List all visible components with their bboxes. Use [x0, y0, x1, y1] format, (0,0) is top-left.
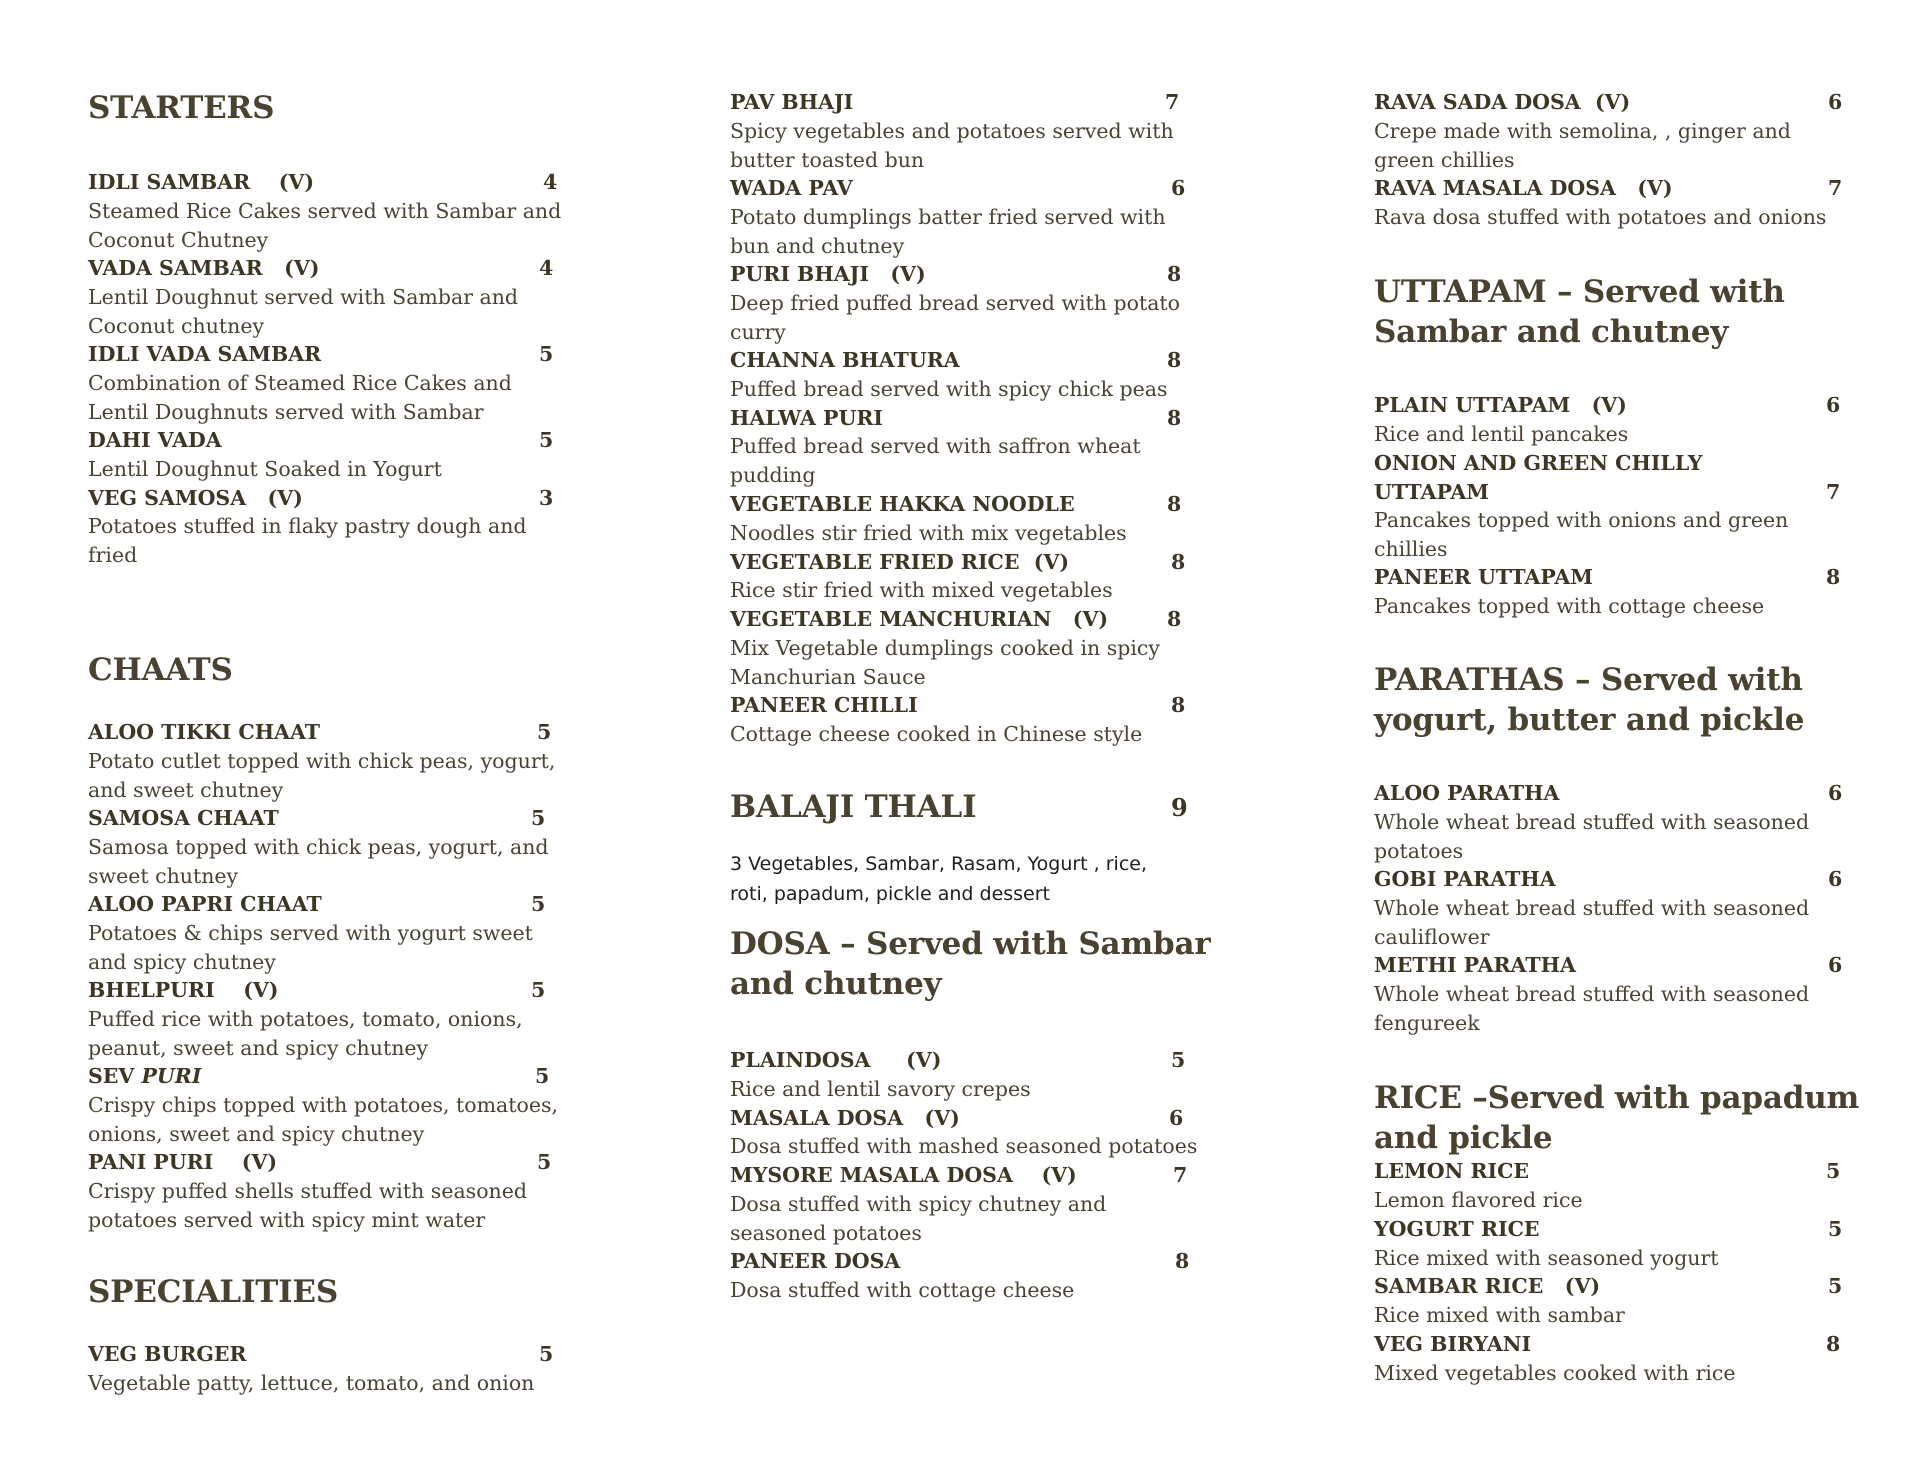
- item-price: 5: [1828, 1217, 1843, 1241]
- item-price: 5: [531, 978, 546, 1002]
- item-price: 7: [1173, 1163, 1188, 1187]
- item-description: Rice stir fried with mixed vegetables: [730, 578, 1113, 602]
- item-name: SAMOSA CHAAT: [88, 806, 279, 830]
- item-name: VEG BIRYANI: [1374, 1332, 1532, 1356]
- item-description: Spicy vegetables and potatoes served with butter toasted bun: [730, 119, 1174, 172]
- item-price: 8: [1175, 1249, 1190, 1273]
- item-description: Rice mixed with sambar: [1374, 1303, 1625, 1327]
- item-price: 8: [1167, 262, 1182, 286]
- item-description: Rice and lentil savory crepes: [730, 1077, 1031, 1101]
- item-description: Mixed vegetables cooked with rice: [1374, 1361, 1736, 1385]
- item-name: VEG SAMOSA (V): [88, 486, 303, 510]
- item-name: IDLI VADA SAMBAR: [88, 342, 322, 366]
- item-name: PURI BHAJI (V): [730, 262, 926, 286]
- item-name: METHI PARATHA: [1374, 953, 1576, 977]
- item-price: 5: [531, 892, 546, 916]
- item-name: ALOO PAPRI CHAAT: [88, 892, 322, 916]
- item-price: 6: [1171, 176, 1186, 200]
- item-description: Potato cutlet topped with chick peas, yogurt, and sweet chutney: [88, 749, 556, 802]
- item-description: Rice and lentil pancakes: [1374, 422, 1629, 446]
- item-name: [88, 1062, 201, 1090]
- item-description: Crispy puffed shells stuffed with seasoned potatoes served with spicy mint water: [88, 1179, 527, 1232]
- item-price: 3: [539, 486, 554, 510]
- item-name-prefix: SEV: [88, 1064, 142, 1088]
- item-name-italic: PURI: [141, 1064, 202, 1088]
- item-description: Cottage cheese cooked in Chinese style: [730, 722, 1143, 746]
- item-name: MASALA DOSA (V): [730, 1106, 960, 1130]
- item-description: Deep fried puffed bread served with potato curry: [730, 291, 1180, 344]
- item-price: 8: [1826, 565, 1841, 589]
- item-price: 4: [543, 170, 558, 194]
- item-description: Lentil Doughnut served with Sambar and Coconut chutney: [88, 285, 519, 338]
- item-name: DAHI VADA: [88, 428, 222, 452]
- item-description: Steamed Rice Cakes served with Sambar and Coconut Chutney: [88, 199, 562, 252]
- item-description: Puffed bread served with spicy chick peas: [730, 377, 1168, 401]
- item-name: LEMON RICE: [1374, 1159, 1530, 1183]
- item-price: 8: [1167, 348, 1182, 372]
- item-description: Potato dumplings batter fried served with bun and chutney: [730, 205, 1166, 258]
- item-description: Potatoes stuffed in flaky pastry dough and fried: [88, 514, 527, 567]
- section-title-dosa: DOSA – Served with Sambar and chutney: [730, 926, 1211, 1002]
- item-description: Lentil Doughnut Soaked in Yogurt: [88, 457, 442, 481]
- item-name: RAVA MASALA DOSA (V): [1374, 176, 1673, 200]
- item-price: 6: [1828, 867, 1843, 891]
- item-price: 5: [537, 1150, 552, 1174]
- item-description: Whole wheat bread stuffed with seasoned potatoes: [1374, 810, 1810, 863]
- item-name: VEG BURGER: [88, 1342, 247, 1366]
- item-description: Dosa stuffed with cottage cheese: [730, 1278, 1075, 1302]
- item-name: RAVA SADA DOSA (V): [1374, 90, 1631, 114]
- item-name: PLAINDOSA (V): [730, 1048, 942, 1072]
- section-title-starters: STARTERS: [88, 90, 275, 126]
- item-name: PANEER CHILLI: [730, 693, 918, 717]
- item-name: ALOO PARATHA: [1374, 781, 1560, 805]
- item-price: 4: [539, 256, 554, 280]
- item-price: 5: [539, 428, 554, 452]
- item-description: Pancakes topped with onions and green chillies: [1374, 508, 1789, 561]
- item-name: MYSORE MASALA DOSA (V): [730, 1163, 1077, 1187]
- item-description: Lemon flavored rice: [1374, 1188, 1583, 1212]
- item-name: ALOO TIKKI CHAAT: [88, 720, 321, 744]
- section-title-balaji-thali: BALAJI THALI: [730, 789, 977, 825]
- item-description: Combination of Steamed Rice Cakes and Lentil Doughnuts served with Sambar: [88, 371, 512, 424]
- item-description: Whole wheat bread stuffed with seasoned fengureek: [1374, 982, 1810, 1035]
- item-description: Potatoes & chips served with yogurt sweet and spicy chutney: [88, 921, 533, 974]
- section-title-parathas: PARATHAS – Served with yogurt, butter and pickle: [1374, 662, 1805, 738]
- item-description: Vegetable patty, lettuce, tomato, and onion: [88, 1371, 535, 1395]
- section-title-specialities: SPECIALITIES: [88, 1274, 339, 1310]
- item-price: 5: [1828, 1274, 1843, 1298]
- item-name: HALWA PURI: [730, 406, 883, 430]
- item-description: Dosa stuffed with spicy chutney and seasoned potatoes: [730, 1192, 1107, 1245]
- item-price: 7: [1828, 176, 1843, 200]
- item-price: 5: [539, 1342, 554, 1366]
- item-price: 7: [1165, 90, 1180, 114]
- item-price: 5: [539, 342, 554, 366]
- item-price: 6: [1169, 1106, 1184, 1130]
- item-name: ONION AND GREEN CHILLY UTTAPAM: [1374, 451, 1703, 504]
- section-title-rice: RICE –Served with papadum and pickle: [1374, 1080, 1860, 1156]
- item-description: Puffed bread served with saffron wheat pudding: [730, 434, 1141, 487]
- item-description: Pancakes topped with cottage cheese: [1374, 594, 1765, 618]
- item-description: Whole wheat bread stuffed with seasoned cauliflower: [1374, 896, 1810, 949]
- item-name: BHELPURI (V): [88, 978, 279, 1002]
- thali-description: 3 Vegetables, Sambar, Rasam, Yogurt , rice, roti, papadum, pickle and dessert: [730, 853, 1148, 905]
- item-description: Crispy chips topped with potatoes, tomatoes, onions, sweet and spicy chutney: [88, 1093, 559, 1146]
- item-price: 5: [1171, 1048, 1186, 1072]
- item-price: 8: [1826, 1332, 1841, 1356]
- item-name: VEGETABLE FRIED RICE (V): [730, 550, 1070, 574]
- item-name: PANEER UTTAPAM: [1374, 565, 1593, 589]
- item-description: Puffed rice with potatoes, tomato, onions, peanut, sweet and spicy chutney: [88, 1007, 523, 1060]
- item-price: 8: [1171, 550, 1186, 574]
- section-title-uttapam: UTTAPAM – Served with Sambar and chutney: [1374, 274, 1785, 350]
- item-price: 6: [1826, 393, 1841, 417]
- item-price: 7: [1826, 480, 1841, 504]
- item-name: PAV BHAJI: [730, 90, 854, 114]
- item-price: 8: [1167, 607, 1182, 631]
- item-description: Crepe made with semolina, , ginger and green chillies: [1374, 119, 1791, 172]
- item-description: Noodles stir fried with mix vegetables: [730, 521, 1127, 545]
- item-description: Mix Vegetable dumplings cooked in spicy Manchurian Sauce: [730, 636, 1160, 689]
- item-price: 6: [1828, 953, 1843, 977]
- thali-price: 9: [1171, 793, 1188, 822]
- item-price: 5: [531, 806, 546, 830]
- item-name: YOGURT RICE: [1374, 1217, 1540, 1241]
- item-name: VEGETABLE MANCHURIAN (V): [730, 607, 1109, 631]
- item-price: 8: [1167, 406, 1182, 430]
- item-name: SAMBAR RICE (V): [1374, 1274, 1601, 1298]
- item-price: 8: [1171, 693, 1186, 717]
- item-name: VADA SAMBAR (V): [88, 256, 320, 280]
- item-price: 5: [535, 1064, 550, 1088]
- item-description: Rice mixed with seasoned yogurt: [1374, 1246, 1719, 1270]
- item-price: 6: [1828, 781, 1843, 805]
- item-name: PANI PURI (V): [88, 1150, 278, 1174]
- item-price: 8: [1167, 492, 1182, 516]
- item-description: Rava dosa stuffed with potatoes and onions: [1374, 205, 1827, 229]
- item-name: PLAIN UTTAPAM (V): [1374, 393, 1627, 417]
- item-name: PANEER DOSA: [730, 1249, 901, 1273]
- item-price: 6: [1828, 90, 1843, 114]
- item-name: GOBI PARATHA: [1374, 867, 1556, 891]
- item-description: Dosa stuffed with mashed seasoned potatoes: [730, 1134, 1198, 1158]
- item-name: WADA PAV: [730, 176, 853, 200]
- item-price: 5: [1826, 1159, 1841, 1183]
- item-name: CHANNA BHATURA: [730, 348, 960, 372]
- item-name: IDLI SAMBAR (V): [88, 170, 315, 194]
- item-price: 5: [537, 720, 552, 744]
- section-title-chaats: CHAATS: [88, 652, 233, 688]
- item-description: Samosa topped with chick peas, yogurt, and sweet chutney: [88, 835, 549, 888]
- item-name: VEGETABLE HAKKA NOODLE: [730, 492, 1075, 516]
